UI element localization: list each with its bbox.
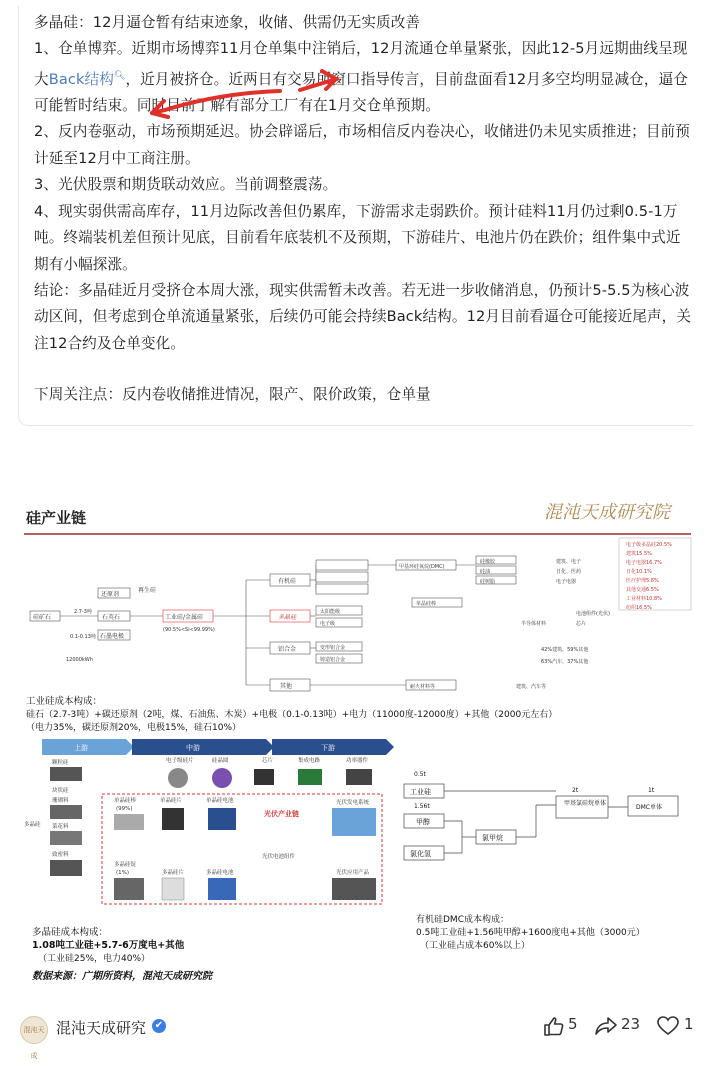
back-link[interactable]: Back结构🔍︎: [48, 70, 126, 88]
node-quartz: 石英石: [102, 614, 121, 621]
verified-icon: ✔: [152, 1019, 166, 1033]
svg-text:63%汽车，37%其他: 63%汽车，37%其他: [541, 659, 589, 665]
svg-text:多晶硅锭: 多晶硅锭: [114, 862, 137, 868]
svg-text:2t: 2t: [572, 787, 579, 794]
svg-text:0.5t: 0.5t: [414, 771, 426, 778]
share-count: 23: [621, 1015, 641, 1033]
svg-text:2.7-3吨: 2.7-3吨: [74, 609, 92, 615]
svg-text:菜花料: 菜花料: [52, 824, 69, 830]
like-icon[interactable]: [543, 1016, 565, 1036]
post-paragraph-4: 4、现实弱供需高库存，11月边际改善但仍累库，下游需求走弱跌价。预计硅料11月仍过剩0.5-1万吨。终端装机差但预计见底，目前看年底装机不及预期，下游硅片、电池片仍在跌价；组件集中式近期有小幅探涨。: [34, 202, 681, 273]
svg-text:纺织16.5%: 纺织16.5%: [626, 605, 652, 611]
svg-text:太阳能级: 太阳能级: [320, 609, 341, 615]
dmc-cost-line-2: （工业硅占成本60%以上）: [420, 941, 531, 951]
dmc-cost-line-1: 0.5吨工业硅+1.56吨甲醇+1600度电+其他（3000元）: [416, 928, 645, 938]
node-alloy: 铝合金: [278, 646, 297, 653]
svg-text:颗粒硅: 颗粒硅: [52, 760, 69, 766]
svg-text:1.56t: 1.56t: [414, 803, 430, 810]
svg-text:电池组件(光伏): 电池组件(光伏): [576, 611, 610, 617]
avatar[interactable]: 混沌天成: [20, 1016, 48, 1044]
svg-text:电子电器16.7%: 电子电器16.7%: [626, 560, 662, 566]
svg-text:硅油: 硅油: [480, 569, 491, 575]
svg-text:建筑15.5%: 建筑15.5%: [626, 551, 652, 557]
svg-text:光伏应用产品: 光伏应用产品: [336, 870, 370, 876]
svg-text:芯片: 芯片: [576, 621, 587, 627]
svg-text:光伏产业链: 光伏产业链: [264, 810, 299, 818]
svg-text:单晶硅棒: 单晶硅棒: [416, 601, 437, 607]
svg-text:光伏发电系统: 光伏发电系统: [336, 800, 370, 806]
svg-text:单晶硅电池: 单晶硅电池: [206, 798, 234, 804]
heart-count: 1: [684, 1015, 694, 1033]
svg-text:工业硅: 工业硅: [410, 788, 431, 796]
svg-text:单晶硅棒: 单晶硅棒: [114, 798, 137, 804]
svg-text:电子电器: 电子电器: [556, 579, 577, 585]
svg-text:医疗护理5.8%: 医疗护理5.8%: [626, 578, 659, 584]
svg-text:多晶硅: 多晶硅: [24, 822, 41, 828]
svg-text:1t: 1t: [648, 787, 655, 794]
svg-text:甲基环硅氧烷(DMC): 甲基环硅氧烷(DMC): [399, 564, 445, 570]
node-reductant: 还原剂: [101, 591, 120, 598]
svg-text:甲醇: 甲醇: [416, 818, 430, 826]
post-footer: [0, 1006, 719, 1060]
svg-text:铸造铝合金: 铸造铝合金: [320, 657, 346, 663]
red-arrow-annotation: [100, 55, 340, 125]
poly-cost-title: 多晶硅成本构成：: [32, 927, 109, 938]
svg-text:0.1-0.13吨: 0.1-0.13吨: [70, 634, 96, 640]
stage-upstream: 上游: [74, 744, 88, 752]
post-headline: 多晶硅：12月逼仓暂有结束迹象，收储、供需仍无实质改善: [34, 14, 421, 31]
svg-text:工业材料10.8%: 工业材料10.8%: [626, 596, 662, 602]
svg-text:日化10.1%: 日化10.1%: [626, 569, 652, 575]
svg-text:日化、医药: 日化、医药: [556, 569, 582, 575]
node-ore: 硅矿石: [33, 614, 52, 621]
svg-text:单晶硅片: 单晶硅片: [160, 798, 183, 804]
post-paragraph-1: 1、仓单博弈。近期市场博弈11月仓单集中注销后，12月流通仓单量紧张，因此12-5月远期曲线呈现大Back结构🔍︎，近月被挤仓。近两日有交易所窗口指导传言，目前盘面看12月多空均明显减仓，逼仓可能暂时结束。同时目前了解有部分工厂有在1月交仓单预期。: [34, 40, 688, 115]
stage-midstream: 中游: [186, 744, 200, 752]
svg-text:硅晶圆: 硅晶圆: [212, 758, 229, 764]
search-icon: 🔍︎: [113, 70, 126, 81]
upstream-materials: [24, 758, 82, 876]
svg-text:多晶硅电池: 多晶硅电池: [206, 870, 234, 876]
svg-text:耐火材料等: 耐火材料等: [410, 684, 436, 690]
svg-text:变形铝合金: 变形铝合金: [320, 645, 346, 651]
dmc-flow: [404, 771, 678, 860]
cost-line-1: 硅石（2.7-3吨）+碳还原剂（2吨，煤、石油焦、木炭）+电极（0.1-0.13吨）+电力（11000度-12000度）+其他（2000元左右）: [26, 710, 558, 720]
svg-text:电子级多晶硅20.5%: 电子级多晶硅20.5%: [626, 542, 672, 548]
svg-text:集成电路: 集成电路: [298, 758, 321, 764]
svg-text:光伏电池组件: 光伏电池组件: [262, 854, 296, 860]
data-source: 数据来源：广期所资料，混沌天成研究院: [32, 971, 212, 982]
node-industrial-si: 工业硅/金属硅: [165, 614, 204, 621]
author-name[interactable]: 混沌天成研究: [56, 1019, 147, 1037]
svg-text:珊瑚料: 珊瑚料: [52, 798, 69, 804]
dmc-cost-title: 有机硅DMC成本构成：: [416, 915, 509, 925]
svg-text:功率器件: 功率器件: [346, 758, 369, 764]
svg-text:氯甲烷: 氯甲烷: [482, 834, 503, 842]
node-poly: 多晶硅: [278, 614, 297, 621]
svg-text:建筑、汽车等: 建筑、汽车等: [516, 684, 547, 690]
svg-text:电子级硅片: 电子级硅片: [166, 758, 194, 764]
svg-text:建筑、电子: 建筑、电子: [556, 559, 582, 565]
svg-text:(1%): (1%): [116, 870, 130, 876]
post-conclusion: 结论：多晶硅近月受挤仓本周大涨，现实供需暂未改善。若无进一步收储消息，仍预计5-5.5为核心波动区间，但考虑到仓单流通量紧张，后续仍可能会持续Back结构。12月目前看逼仓可能接近尾声，关注12合约及仓单变化。: [34, 281, 692, 352]
svg-text:硅橡胶: 硅橡胶: [480, 559, 496, 565]
share-icon[interactable]: [594, 1016, 618, 1036]
infographic-title: 硅产业链: [26, 509, 87, 527]
svg-text:12000kWh: 12000kWh: [66, 657, 93, 663]
svg-text:芯片: 芯片: [262, 758, 274, 764]
svg-text:致密料: 致密料: [52, 852, 69, 858]
node-organic: 有机硅: [278, 578, 297, 585]
svg-text:其他交通6.5%: 其他交通6.5%: [626, 587, 659, 593]
svg-text:(99%): (99%): [116, 806, 133, 812]
svg-text:DMC单体: DMC单体: [636, 804, 662, 811]
infographic-canvas: [16, 470, 699, 988]
node-electrode: 石墨电极: [100, 633, 125, 640]
svg-text:块状硅: 块状硅: [52, 788, 69, 794]
stage-downstream: 下游: [321, 744, 335, 752]
svg-text:电子级: 电子级: [320, 621, 336, 627]
heart-icon[interactable]: [657, 1016, 679, 1036]
svg-text:(90.5%<Si<99.99%): (90.5%<Si<99.99%): [163, 627, 215, 633]
node-recycled: 再生硅: [138, 587, 157, 594]
node-other: 其他: [280, 683, 293, 690]
silicon-chain-infographic[interactable]: [16, 470, 699, 988]
cost-line-2: （电力35%，碳还原剂20%，电极15%，硅石10%）: [26, 723, 242, 733]
post-paragraph-2: 2、反内卷驱动，市场预期延迟。协会辟谣后，市场相信反内卷决心，收储进仍未见实质推进；目前预计延至12月中工商注册。: [34, 123, 690, 167]
legend: [619, 538, 691, 611]
svg-text:半导体材料: 半导体材料: [521, 621, 547, 627]
post-next-week: 下周关注点：反内卷收储推进情况，限产、限价政策，仓单量: [34, 386, 431, 404]
svg-text:硅树脂: 硅树脂: [480, 579, 496, 585]
cost-title: 工业硅成本构成：: [26, 696, 103, 707]
poly-cost-line-2: （工业硅25%，电力40%）: [38, 954, 151, 964]
chain-items: [102, 756, 382, 904]
svg-text:氯化氢: 氯化氢: [410, 850, 431, 858]
svg-text:甲基氯硅烷单体: 甲基氯硅烷单体: [564, 800, 607, 807]
like-count: 5: [568, 1015, 578, 1033]
svg-text:42%建筑，59%其他: 42%建筑，59%其他: [541, 647, 589, 653]
svg-text:多晶硅片: 多晶硅片: [162, 870, 185, 876]
poly-cost-line-1: 1.08吨工业硅+5.7-6万度电+其他: [32, 940, 185, 951]
logo-text: 混沌天成研究院: [544, 502, 670, 523]
post-paragraph-3: 3、光伏股票和期货联动效应。当前调整震荡。: [34, 176, 338, 194]
